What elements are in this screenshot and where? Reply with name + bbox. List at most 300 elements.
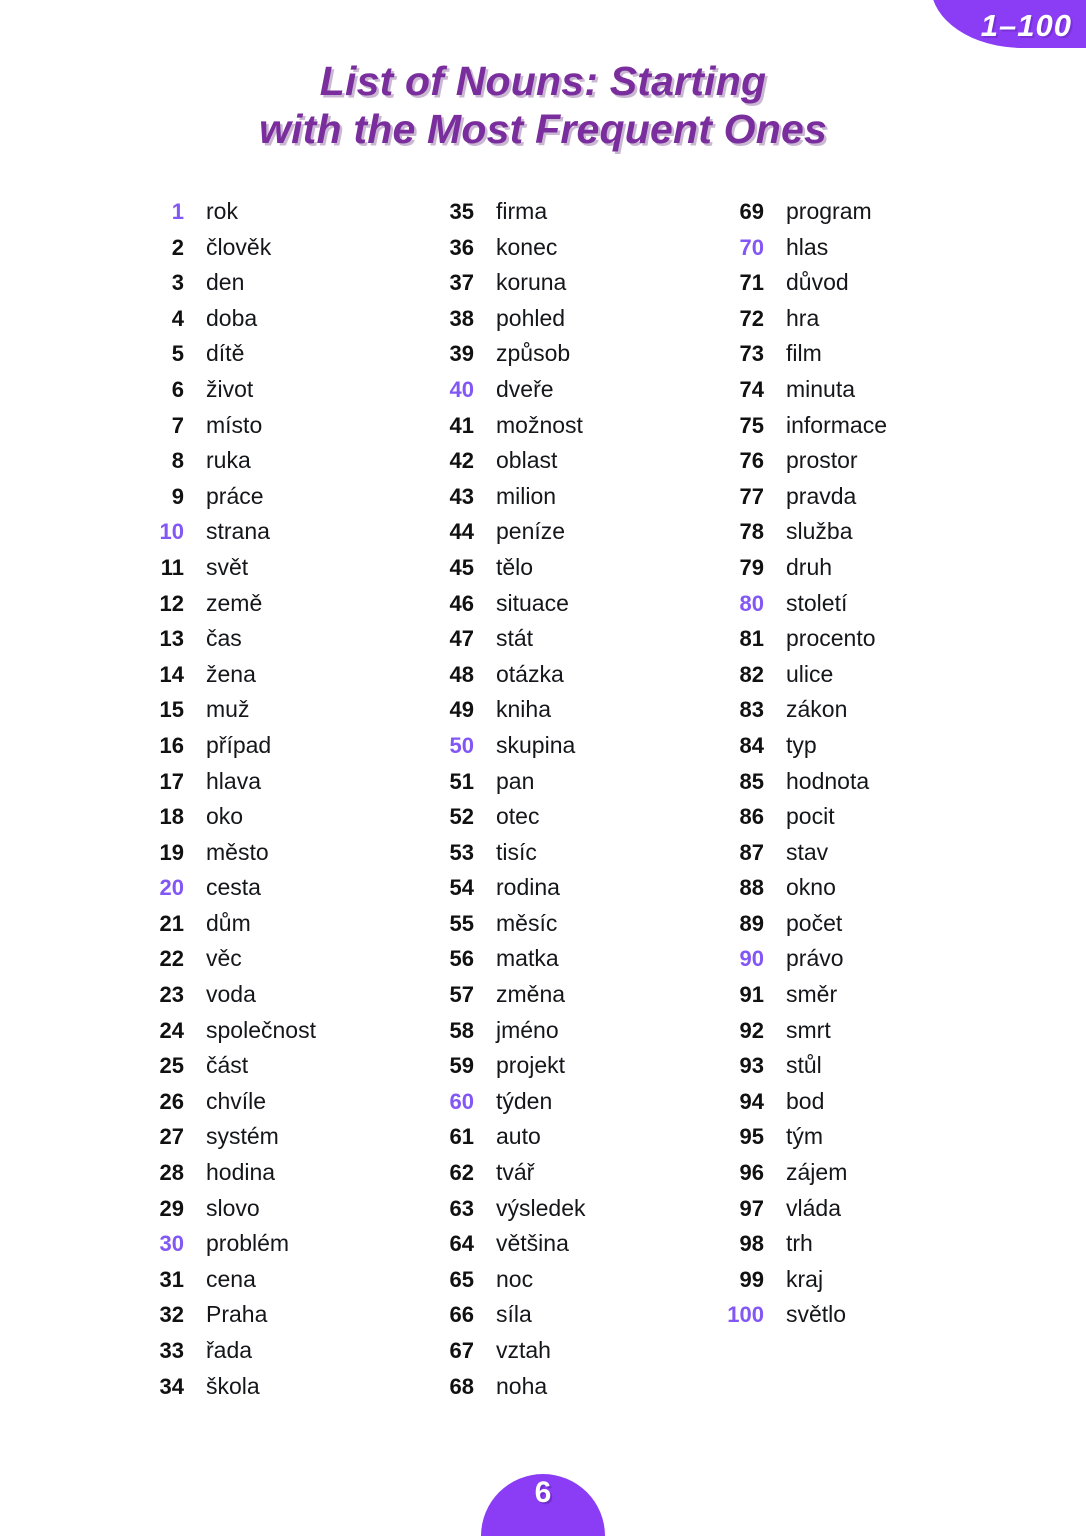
list-item-word: místo (206, 411, 263, 438)
list-item-word: film (786, 340, 822, 367)
list-item-word: Praha (206, 1301, 268, 1328)
list-item-word: práce (206, 482, 264, 509)
list-item-word: pocit (786, 803, 835, 830)
list-item-number: 34 (159, 1373, 184, 1399)
list-item-word: peníze (496, 518, 566, 545)
list-item-number: 75 (739, 412, 764, 438)
list-item (720, 234, 1010, 270)
noun-column-1 (140, 198, 430, 1408)
list-item-word: dítě (206, 340, 245, 367)
list-item (720, 661, 1010, 697)
list-item-word: prostor (786, 447, 858, 474)
list-item-number: 7 (171, 412, 184, 438)
list-item-number: 71 (739, 270, 764, 296)
list-item-number: 67 (449, 1338, 474, 1363)
list-item (430, 625, 720, 661)
list-item-word: slovo (206, 1194, 260, 1221)
list-item-word: program (786, 198, 872, 224)
list-item (720, 945, 1010, 981)
list-item-word: procento (786, 625, 876, 652)
list-item-word: skupina (496, 731, 576, 758)
list-item-number: 36 (449, 234, 474, 260)
list-item-word: kniha (496, 696, 551, 723)
list-item-word: případ (206, 731, 272, 758)
list-item-number: 49 (449, 697, 474, 723)
list-item-number: 25 (159, 1053, 184, 1079)
list-item-number: 58 (449, 1017, 474, 1043)
list-item-number: 20 (159, 875, 184, 901)
list-item-number: 66 (449, 1302, 474, 1328)
list-item-number: 46 (449, 590, 474, 616)
list-item-word: hra (786, 304, 820, 331)
list-item-number: 27 (159, 1124, 184, 1150)
list-item-number: 44 (449, 519, 474, 545)
list-item-word: rok (206, 198, 238, 224)
list-item (720, 732, 1010, 768)
list-item-word: minuta (786, 375, 856, 402)
list-item (140, 447, 430, 483)
list-item (430, 696, 720, 732)
list-item-word: otec (496, 803, 540, 830)
list-item-number: 82 (739, 661, 764, 687)
list-item-number: 30 (159, 1231, 184, 1257)
list-item (430, 234, 720, 270)
list-item-word: stát (496, 625, 534, 652)
list-item-number: 92 (739, 1017, 764, 1043)
list-item (720, 1052, 1010, 1088)
list-item-word: století (786, 589, 848, 616)
page-title-line-1: List of Nouns: Starting (319, 58, 767, 104)
list-item (720, 198, 1010, 234)
list-item (720, 625, 1010, 661)
list-item-word: tvář (496, 1159, 535, 1186)
list-item-word: problém (206, 1230, 290, 1257)
list-item (430, 198, 720, 234)
list-item-word: firma (496, 198, 548, 224)
list-item (720, 1195, 1010, 1231)
list-item-word: čas (206, 625, 242, 652)
list-item-word: člověk (206, 233, 272, 260)
list-item-number: 85 (739, 768, 764, 794)
list-item (720, 981, 1010, 1017)
list-item-word: informace (786, 411, 887, 438)
list-item-number: 26 (159, 1088, 184, 1114)
list-item (140, 768, 430, 804)
list-item-number: 42 (449, 448, 474, 474)
list-item (720, 1301, 1010, 1337)
list-item-number: 60 (449, 1088, 474, 1114)
list-item (140, 483, 430, 519)
list-item-number: 59 (449, 1053, 474, 1079)
list-item-word: oko (206, 803, 244, 830)
list-item (430, 1301, 720, 1337)
list-item (720, 483, 1010, 519)
list-item (140, 1337, 430, 1373)
list-item-word: zákon (786, 696, 848, 723)
list-item (430, 412, 720, 448)
list-item (720, 447, 1010, 483)
list-item (430, 1373, 720, 1409)
list-item-word: vztah (496, 1337, 551, 1363)
list-item-number: 91 (739, 982, 764, 1008)
list-item-number: 53 (449, 839, 474, 865)
list-item-word: část (206, 1052, 249, 1079)
list-item (430, 518, 720, 554)
list-item (140, 910, 430, 946)
list-item-word: systém (206, 1123, 279, 1150)
list-item-number: 38 (449, 305, 474, 331)
list-item-number: 18 (159, 804, 184, 830)
list-item-number: 73 (739, 341, 764, 367)
list-item-word: zájem (786, 1159, 848, 1186)
list-item (720, 412, 1010, 448)
list-item-word: trh (786, 1230, 813, 1257)
list-item-number: 31 (159, 1266, 184, 1292)
list-item (430, 340, 720, 376)
list-item-number: 28 (159, 1160, 184, 1186)
list-item-number: 83 (739, 697, 764, 723)
list-item-number: 5 (171, 341, 184, 367)
list-item-word: země (206, 589, 263, 616)
list-item-number: 6 (171, 376, 184, 402)
list-item (140, 839, 430, 875)
list-item-word: výsledek (496, 1194, 586, 1221)
list-item (140, 340, 430, 376)
list-item-word: věc (206, 945, 242, 972)
list-item (720, 269, 1010, 305)
list-item-number: 17 (159, 768, 184, 794)
list-item-word: svět (206, 553, 249, 580)
list-item (140, 412, 430, 448)
list-item (430, 590, 720, 626)
list-item (720, 874, 1010, 910)
list-item-number: 33 (159, 1338, 184, 1363)
list-item (140, 518, 430, 554)
list-item (140, 732, 430, 768)
list-item-word: otázka (496, 660, 564, 687)
list-item (430, 269, 720, 305)
list-item (720, 590, 1010, 626)
list-item-word: síla (496, 1301, 532, 1328)
list-item-word: stav (786, 838, 829, 865)
list-item (720, 768, 1010, 804)
list-item-number: 68 (449, 1373, 474, 1399)
list-item-number: 35 (449, 199, 474, 224)
list-item-number: 45 (449, 554, 474, 580)
list-item-number: 23 (159, 982, 184, 1008)
range-badge-label: 1–100 (980, 8, 1072, 43)
list-item-number: 95 (739, 1124, 764, 1150)
list-item-word: změna (496, 981, 566, 1008)
list-item-word: noha (496, 1372, 548, 1399)
list-item-number: 62 (449, 1160, 474, 1186)
list-item-word: cena (206, 1265, 256, 1292)
list-item-word: život (206, 375, 254, 402)
list-item-word: okno (786, 874, 836, 901)
list-item-word: stůl (786, 1052, 822, 1079)
list-item (430, 981, 720, 1017)
list-item (140, 1230, 430, 1266)
list-item-number: 29 (159, 1195, 184, 1221)
page-title-line-2: with the Most Frequent Ones (258, 105, 828, 152)
list-item-number: 40 (449, 376, 474, 402)
list-item (140, 661, 430, 697)
list-item (430, 1230, 720, 1266)
list-item-word: vláda (786, 1194, 841, 1221)
list-item (430, 376, 720, 412)
list-item-word: rodina (496, 874, 560, 901)
list-item-word: bod (786, 1087, 825, 1114)
list-item (430, 554, 720, 590)
list-item-word: den (206, 269, 245, 296)
list-item-word: strana (206, 518, 270, 545)
list-item (720, 803, 1010, 839)
list-item-number: 96 (739, 1160, 764, 1186)
list-item-number: 56 (449, 946, 474, 972)
list-item-number: 16 (159, 732, 184, 758)
list-item-word: tým (786, 1123, 824, 1150)
list-item (140, 376, 430, 412)
list-item-number: 94 (739, 1088, 764, 1114)
list-item-number: 90 (739, 946, 764, 972)
list-item-word: počet (786, 909, 843, 936)
list-item (720, 518, 1010, 554)
list-item (430, 483, 720, 519)
page-title (0, 58, 1086, 154)
list-item (140, 1017, 430, 1053)
noun-column-2 (430, 198, 720, 1408)
list-item-word: muž (206, 696, 250, 723)
list-item-number: 43 (449, 483, 474, 509)
list-item (720, 554, 1010, 590)
noun-column-3 (720, 198, 1010, 1408)
list-item (430, 1337, 720, 1373)
list-item-word: oblast (496, 447, 558, 474)
page-number: 6 (534, 1476, 552, 1509)
list-item (720, 340, 1010, 376)
list-item (430, 768, 720, 804)
list-item (430, 732, 720, 768)
list-item-word: hodnota (786, 767, 870, 794)
list-item-word: právo (786, 945, 844, 972)
list-item (140, 1373, 430, 1409)
list-item-number: 97 (739, 1195, 764, 1221)
list-item-number: 88 (739, 875, 764, 901)
list-item (140, 198, 430, 234)
list-item-number: 69 (739, 199, 764, 224)
list-item-number: 64 (449, 1231, 474, 1257)
list-item-word: doba (206, 304, 258, 331)
list-item-word: důvod (786, 269, 849, 296)
list-item-number: 98 (739, 1231, 764, 1257)
list-item-number: 77 (739, 483, 764, 509)
list-item-word: pan (496, 767, 535, 794)
list-item-word: světlo (786, 1301, 847, 1328)
list-item (430, 1123, 720, 1159)
list-item-number: 93 (739, 1053, 764, 1079)
list-item (140, 625, 430, 661)
list-item-word: matka (496, 945, 559, 972)
list-item-number: 79 (739, 554, 764, 580)
list-item-word: možnost (496, 411, 583, 438)
list-item-number: 39 (449, 341, 474, 367)
list-item-number: 1 (171, 199, 184, 224)
list-item-number: 55 (449, 910, 474, 936)
list-item-number: 86 (739, 804, 764, 830)
list-item-word: ulice (786, 660, 834, 687)
list-item-number: 80 (739, 590, 764, 616)
list-item-word: společnost (206, 1016, 316, 1043)
list-item-number: 21 (159, 910, 184, 936)
list-item-word: týden (496, 1087, 553, 1114)
list-item-number: 13 (159, 626, 184, 652)
list-item-number: 3 (171, 270, 184, 296)
list-item (720, 305, 1010, 341)
list-item-word: jméno (496, 1016, 559, 1043)
list-item-number: 72 (739, 305, 764, 331)
list-item (430, 447, 720, 483)
list-item (140, 1123, 430, 1159)
list-item (430, 1052, 720, 1088)
list-item-number: 70 (739, 234, 764, 260)
list-item-word: žena (206, 660, 256, 687)
list-item-word: dům (206, 909, 251, 936)
list-item-word: škola (206, 1372, 260, 1399)
list-item-word: konec (496, 233, 558, 260)
list-item (430, 874, 720, 910)
list-item-number: 76 (739, 448, 764, 474)
list-item (720, 376, 1010, 412)
list-item-number: 11 (160, 554, 184, 580)
list-item (140, 696, 430, 732)
list-item (720, 1088, 1010, 1124)
list-item-word: směr (786, 981, 838, 1008)
list-item-number: 10 (159, 519, 184, 545)
list-item (430, 803, 720, 839)
list-item (720, 910, 1010, 946)
list-item-word: hlas (786, 233, 829, 260)
list-item-number: 15 (159, 697, 184, 723)
list-item-number: 89 (739, 910, 764, 936)
list-item-number: 4 (171, 305, 184, 331)
list-item (140, 590, 430, 626)
list-item (140, 874, 430, 910)
list-item-number: 51 (449, 768, 474, 794)
list-item-number: 37 (449, 270, 474, 296)
list-item-number: 50 (449, 732, 474, 758)
list-item-word: většina (496, 1230, 569, 1257)
list-item-number: 41 (449, 412, 474, 438)
list-item (140, 554, 430, 590)
list-item-word: služba (786, 518, 853, 545)
list-item-number: 74 (739, 376, 764, 402)
list-item (720, 1230, 1010, 1266)
list-item (720, 1017, 1010, 1053)
list-item (140, 1301, 430, 1337)
list-item (430, 839, 720, 875)
list-item-number: 87 (739, 839, 764, 865)
list-item-number: 61 (449, 1124, 474, 1150)
list-item-word: koruna (496, 269, 567, 296)
list-item-number: 63 (449, 1195, 474, 1221)
list-item-word: řada (206, 1337, 253, 1363)
list-item (720, 696, 1010, 732)
list-item-word: kraj (786, 1265, 824, 1292)
list-item (430, 1159, 720, 1195)
list-item (720, 839, 1010, 875)
list-item-word: způsob (496, 340, 571, 367)
list-item (140, 1195, 430, 1231)
list-item-number: 54 (449, 875, 474, 901)
list-item-word: projekt (496, 1052, 566, 1079)
list-item-number: 100 (727, 1302, 764, 1328)
list-item-word: tělo (496, 553, 534, 580)
list-item (140, 234, 430, 270)
list-item (720, 1123, 1010, 1159)
list-item-number: 52 (449, 804, 474, 830)
list-item-word: dveře (496, 375, 554, 402)
list-item-word: smrt (786, 1016, 831, 1043)
list-item (430, 1195, 720, 1231)
list-item-number: 19 (159, 839, 184, 865)
list-item-word: auto (496, 1123, 541, 1150)
list-item-number: 81 (739, 626, 764, 652)
list-item (140, 981, 430, 1017)
list-item (430, 1017, 720, 1053)
list-item-word: pohled (496, 304, 566, 331)
list-item (140, 1052, 430, 1088)
list-item-word: ruka (206, 447, 251, 474)
list-item-number: 9 (171, 483, 184, 509)
list-item (430, 1266, 720, 1302)
noun-list (0, 198, 1086, 1408)
list-item-number: 24 (159, 1017, 184, 1043)
list-item (430, 661, 720, 697)
list-item (430, 945, 720, 981)
list-item-word: situace (496, 589, 569, 616)
list-item-word: typ (786, 731, 817, 758)
list-item-word: hodina (206, 1159, 276, 1186)
list-item-number: 65 (449, 1266, 474, 1292)
list-item-number: 78 (739, 519, 764, 545)
list-item-number: 47 (449, 626, 474, 652)
list-item (140, 1088, 430, 1124)
list-item (430, 910, 720, 946)
list-item (720, 1266, 1010, 1302)
list-item-word: měsíc (496, 909, 558, 936)
list-item-number: 2 (171, 234, 184, 260)
list-item-word: tisíc (496, 838, 537, 865)
list-item (140, 1159, 430, 1195)
list-item-number: 48 (449, 661, 474, 687)
list-item-word: noc (496, 1265, 534, 1292)
list-item (140, 945, 430, 981)
list-item-word: hlava (206, 767, 261, 794)
list-item (720, 1159, 1010, 1195)
list-item-word: město (206, 838, 269, 865)
list-item-number: 12 (159, 590, 184, 616)
list-item-word: cesta (206, 874, 261, 901)
list-item-word: druh (786, 553, 833, 580)
list-item-number: 22 (159, 946, 184, 972)
list-item-word: pravda (786, 482, 857, 509)
list-item (430, 1088, 720, 1124)
list-item (140, 305, 430, 341)
list-item (140, 269, 430, 305)
list-item-word: voda (206, 981, 256, 1008)
list-item (430, 305, 720, 341)
list-item-number: 14 (159, 661, 184, 687)
